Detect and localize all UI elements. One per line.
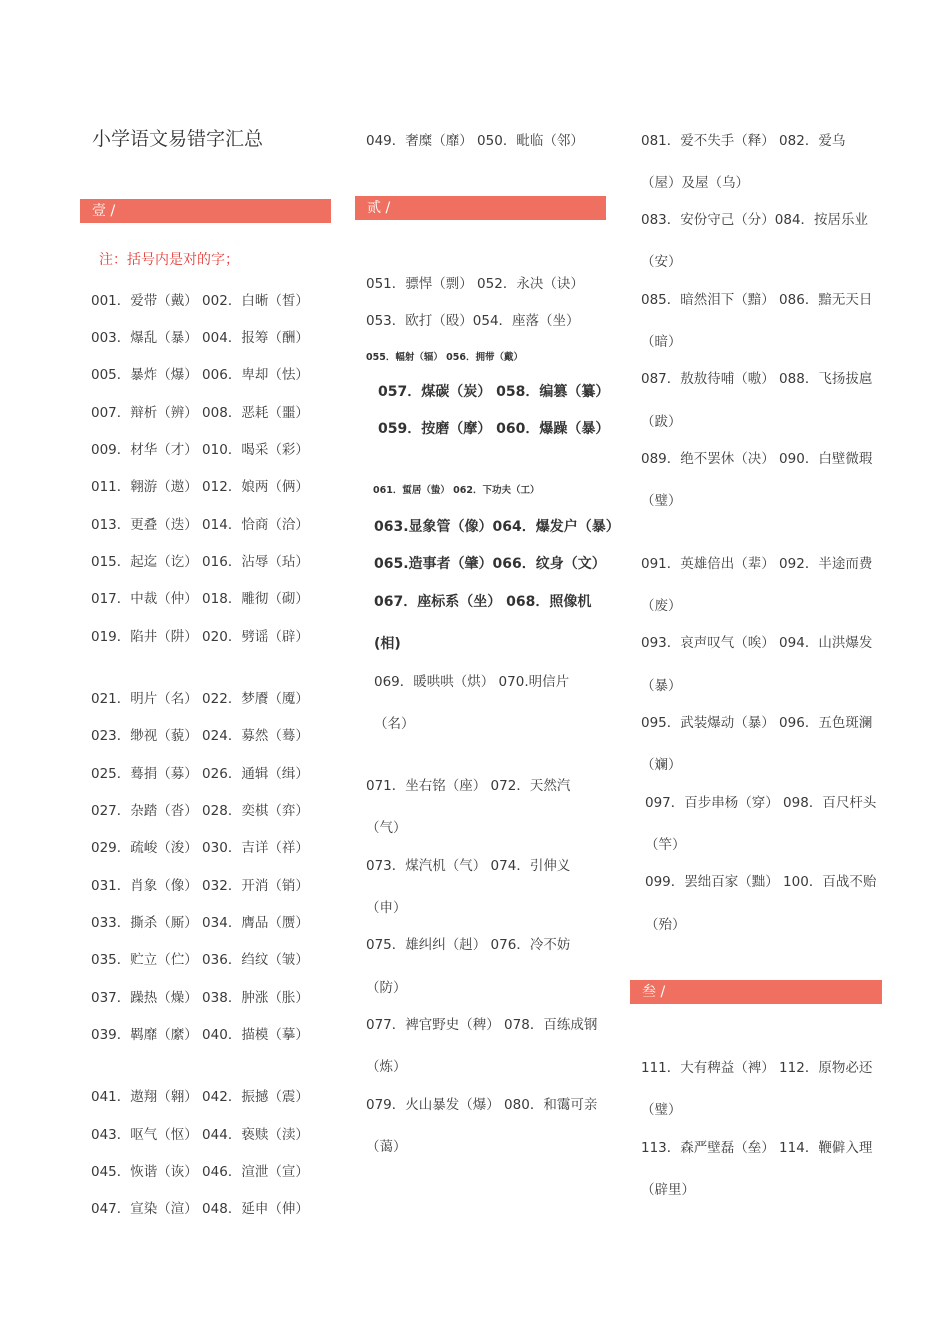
list-item: 051．骠悍（剽） 052．永决（诀） <box>366 276 584 292</box>
list-item: 025．蓦捐（募） 026．通辑（缉） <box>91 766 309 782</box>
list-item: 081．爱不失手（释） 082．爱乌 <box>641 133 846 149</box>
list-item: （殆） <box>645 917 686 933</box>
list-item: 099．罢绌百家（黜） 100．百战不贻 <box>645 874 877 890</box>
list-item: 035．贮立（伫） 036．绉纹（皱） <box>91 952 309 968</box>
section-band-3 <box>630 980 882 1004</box>
list-item: 053．欧打（殴）054．座落（坐） <box>366 313 580 329</box>
list-item: （蔼） <box>366 1139 407 1155</box>
list-item: 057．煤碳（炭） 058．编篡（纂） <box>378 384 610 400</box>
list-item: 011．翱游（遨） 012．娘两（俩） <box>91 479 309 495</box>
list-item: 005．暴炸（爆） 006．卑却（怯） <box>91 367 309 383</box>
list-item: 059．按磨（摩） 060．爆躁（暴） <box>378 421 610 437</box>
list-item: 039．羁靡（縻） 040．描模（摹） <box>91 1027 309 1043</box>
list-item: 029．疏峻（浚） 030．吉详（祥） <box>91 840 309 856</box>
list-item: （竿） <box>645 837 686 853</box>
list-item: （名） <box>374 716 415 732</box>
list-item: 069．暖哄哄（烘） 070.明信片 <box>374 674 570 690</box>
list-item: （斓） <box>641 757 682 773</box>
list-item: 087．敖敖待哺（嗷） 088．飞扬拔扈 <box>641 371 873 387</box>
list-item: （屋）及屋（乌） <box>641 175 749 191</box>
list-item: 049．奢糜（靡） 050．毗临（邻） <box>366 133 584 149</box>
list-item: （璧） <box>641 493 682 509</box>
list-item: 045．恢谐（诙） 046．渲泄（宣） <box>91 1164 309 1180</box>
list-item: 037．躁热（燥） 038．肿涨（胀） <box>91 990 309 1006</box>
list-item: 089．绝不罢休（决） 090．白壁微瑕 <box>641 451 873 467</box>
list-item: 083．安份守己（分）084．按居乐业 <box>641 212 869 228</box>
list-item: 017．中裁（仲） 018．雕彻（砌） <box>91 591 309 607</box>
list-item: 085．暗然泪下（黯） 086．黯无天日 <box>641 292 873 308</box>
list-item: （辟里） <box>641 1182 695 1198</box>
list-item: （气） <box>366 820 407 836</box>
list-item: 073．煤汽机（气） 074．引伸义 <box>366 858 571 874</box>
list-item: 113．森严壁磊（垒） 114．鞭僻入理 <box>641 1140 873 1156</box>
list-item: （安） <box>641 254 682 270</box>
list-item: （暴） <box>641 678 682 694</box>
list-item: 097．百步串杨（穿） 098．百尺杆头 <box>645 795 877 811</box>
list-item: 063.显象管（像）064．爆发户（暴） <box>374 519 620 535</box>
list-item: 019．陷井（阱） 020．劈谣（辟） <box>91 629 309 645</box>
section-label: 壹 / <box>92 203 116 219</box>
list-item: （跋） <box>641 414 682 430</box>
note-text: 注：括号内是对的字； <box>99 252 239 268</box>
list-item: 031．肖象（像） 032．开消（销） <box>91 878 309 894</box>
list-item: 003．爆乱（暴） 004．报筹（酬） <box>91 330 309 346</box>
list-item: 065.造事者（肇）066．纹身（文） <box>374 556 606 572</box>
list-item: 093．哀声叹气（唉） 094．山洪爆发 <box>641 635 873 651</box>
list-item: 021．明片（名） 022．梦餍（魇） <box>91 691 309 707</box>
list-item: 047．宣染（渲） 048．延申（伸） <box>91 1201 309 1217</box>
section-band-2 <box>355 196 606 220</box>
list-item: 067．座标系（坐） 068．照像机 <box>374 594 592 610</box>
list-item: 041．遨翔（翱） 042．振撼（震） <box>91 1089 309 1105</box>
list-item: 111．大有稗益（裨） 112．原物必还 <box>641 1060 873 1076</box>
section-label: 叁 / <box>642 984 666 1000</box>
list-item: 091．英雄倍出（辈） 092．半途而费 <box>641 556 873 572</box>
list-item: 071．坐右铭（座） 072．天然汽 <box>366 778 571 794</box>
list-item: （暗） <box>641 334 682 350</box>
list-item: 077．裨官野史（稗） 078．百练成钢 <box>366 1017 598 1033</box>
list-item: 027．杂踏（沓） 028．奕棋（弈） <box>91 803 309 819</box>
list-item: 079．火山暴发（爆） 080．和霭可亲 <box>366 1097 598 1113</box>
list-item: 061．蜇居（蛰） 062．下功夫（工） <box>373 485 540 496</box>
list-item: （炼） <box>366 1059 407 1075</box>
section-label: 贰 / <box>367 200 391 216</box>
list-item: （废） <box>641 598 682 614</box>
list-item: 013．更叠（迭） 014．恰商（洽） <box>91 517 309 533</box>
list-item: 023．缈视（藐） 024．募然（蓦） <box>91 728 309 744</box>
list-item: 015．起迄（讫） 016．沾辱（玷） <box>91 554 309 570</box>
section-band-1 <box>80 199 331 223</box>
list-item: 043．呕气（怄） 044．亵赎（渎） <box>91 1127 309 1143</box>
list-item: 009．材华（才） 010．喝采（彩） <box>91 442 309 458</box>
page-title: 小学语文易错字汇总 <box>92 128 264 150</box>
list-item: （申） <box>366 900 407 916</box>
list-item: 095．武装爆动（暴） 096．五色斑澜 <box>641 715 873 731</box>
list-item: 001．爱带（戴） 002．白晰（皙） <box>91 293 309 309</box>
list-item: （璧） <box>641 1102 682 1118</box>
list-item: (相) <box>374 636 401 652</box>
list-item: （防） <box>366 980 407 996</box>
list-item: 055．幅射（辐） 056．拥带（戴） <box>366 352 523 363</box>
list-item: 007．辩析（辨） 008．恶耗（噩） <box>91 405 309 421</box>
list-item: 033．撕杀（厮） 034．膺品（赝） <box>91 915 309 931</box>
list-item: 075．雄纠纠（赳） 076．冷不妨 <box>366 937 571 953</box>
